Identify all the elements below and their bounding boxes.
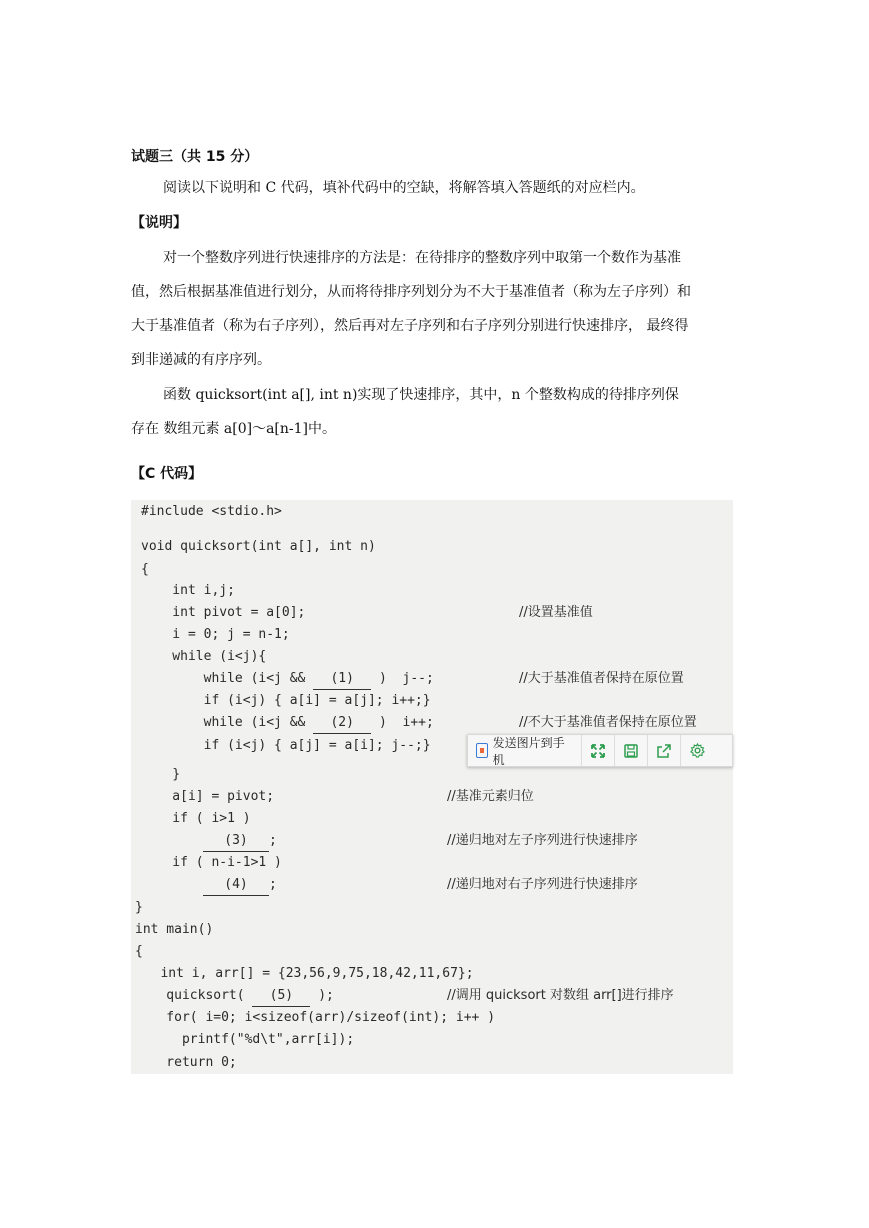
blank-2: (2) xyxy=(313,713,371,734)
section-description-heading: 【说明】 xyxy=(131,215,187,231)
code-line: int i,j; xyxy=(141,583,235,598)
code-line: while (i<j && (1) ) j--; xyxy=(141,669,434,689)
intro-paragraph xyxy=(131,171,741,205)
description-paragraph xyxy=(131,241,741,377)
code-line: while (i<j){ xyxy=(141,649,267,664)
code-comment: //递归地对右子序列进行快速排序 xyxy=(447,877,638,892)
code-comment: //基准元素归位 xyxy=(447,789,534,804)
share-button[interactable] xyxy=(648,735,681,766)
settings-button[interactable] xyxy=(681,735,714,766)
code-line: printf("%d\t",arr[i]); xyxy=(135,1032,355,1047)
fullscreen-icon xyxy=(591,744,605,758)
code-comment: //设置基准值 xyxy=(519,605,593,620)
code-comment: //不大于基准值者保持在原位置 xyxy=(519,715,697,730)
phone-icon xyxy=(476,743,488,758)
code-line: #include <stdio.h> xyxy=(141,504,282,519)
blank-3: (3) xyxy=(203,831,269,852)
share-icon xyxy=(657,744,671,758)
desc-line: 值，然后根据基准值进行划分，从而将待排序列划分为不大于基准值者（称为左子序列）和 xyxy=(131,284,691,300)
function-paragraph xyxy=(131,378,741,446)
code-line: (4) ; xyxy=(203,875,277,895)
save-icon xyxy=(624,744,638,758)
send-to-phone-button[interactable] xyxy=(468,735,582,766)
blank-1: (1) xyxy=(313,669,371,690)
code-line: if (i<j) { a[i] = a[j]; i++;} xyxy=(141,693,431,708)
code-comment: //递归地对左子序列进行快速排序 xyxy=(447,833,638,848)
fullscreen-button[interactable] xyxy=(582,735,615,766)
image-toolbar xyxy=(467,734,733,767)
code-comment: //调用 quicksort 对数组 arr[]进行排序 xyxy=(447,988,674,1003)
section-code-heading: 【C 代码】 xyxy=(131,466,203,482)
send-to-phone-label: 发送图片到手机 xyxy=(492,735,565,767)
code-line: i = 0; j = n-1; xyxy=(141,627,290,642)
code-line: { xyxy=(135,944,143,959)
blank-5: (5) xyxy=(252,986,310,1007)
func-line: 函数 quicksort(int a[], int n)实现了快速排序，其中，n 个整数构成的待排序列保 xyxy=(163,387,679,403)
code-line: if ( n-i-1>1 ) xyxy=(141,855,282,870)
question-title: 试题三（共 15 分） xyxy=(131,149,259,165)
code-line: void quicksort(int a[], int n) xyxy=(141,539,376,554)
desc-line: 对一个整数序列进行快速排序的方法是：在待排序的整数序列中取第一个数作为基准 xyxy=(163,250,681,266)
code-comment: //大于基准值者保持在原位置 xyxy=(519,671,684,686)
code-line: } xyxy=(141,767,181,782)
code-line: while (i<j && (2) ) i++; xyxy=(141,713,434,733)
code-line: int i, arr[] = {23,56,9,75,18,42,11,67}; xyxy=(137,966,474,981)
intro-text: 阅读以下说明和 C 代码，填补代码中的空缺，将解答填入答题纸的对应栏内。 xyxy=(163,180,645,196)
code-line: for( i=0; i<sizeof(arr)/sizeof(int); i++ ) xyxy=(135,1010,496,1025)
save-button[interactable] xyxy=(615,735,648,766)
code-line: } xyxy=(135,900,143,915)
code-line: int pivot = a[0]; xyxy=(141,605,306,620)
desc-line: 大于基准值者（称为右子序列），然后再对左子序列和右子序列分别进行快速排序， 最终得 xyxy=(131,318,689,334)
blank-4: (4) xyxy=(203,875,269,896)
code-line: if ( i>1 ) xyxy=(141,811,251,826)
code-line: int main() xyxy=(135,922,214,937)
code-line: { xyxy=(141,562,149,577)
code-image xyxy=(131,500,733,1074)
code-line: a[i] = pivot; xyxy=(141,789,275,804)
code-line: return 0; xyxy=(135,1055,237,1070)
settings-icon xyxy=(690,743,705,758)
code-line: if (i<j) { a[j] = a[i]; j--;} xyxy=(141,738,431,753)
desc-line: 到非递减的有序序列。 xyxy=(131,352,271,368)
code-line: (3) ; xyxy=(203,831,277,851)
code-line: quicksort( (5) ); xyxy=(135,986,334,1006)
func-line: 存在 数组元素 a[0]～a[n-1]中。 xyxy=(131,421,337,437)
